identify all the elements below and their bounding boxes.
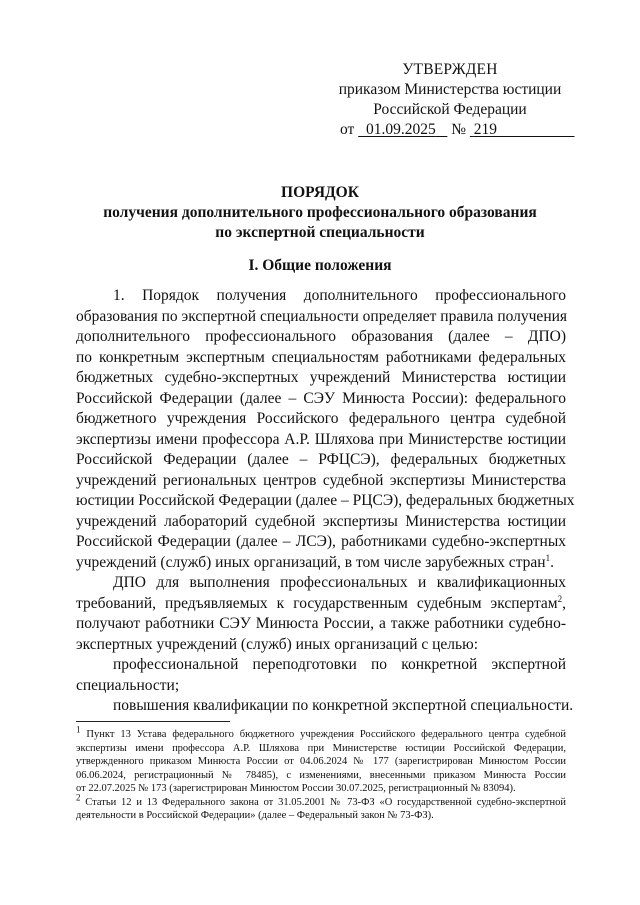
- date-prefix: от: [340, 121, 355, 138]
- approval-heading: УТВЕРЖДЕН: [402, 61, 498, 78]
- p1-line: образования по экспертной специальности определяет правила получения: [76, 307, 568, 325]
- footnote-1-line: 06.06.2024, регистрационный № 78485), с изменениями, внесенными приказом Минюста России: [76, 769, 566, 781]
- title-sub1: получения дополнительного профессионального образования: [103, 204, 537, 221]
- p1-line: дополнительного профессионального образования (далее – ДПО): [76, 328, 566, 345]
- date-value: 01.09.2025: [365, 121, 436, 138]
- p1-line: учреждений лабораторий судебной экспертизы Министерства юстиции: [76, 512, 566, 530]
- footnote-1-line: экспертизы имени профессора А.Р. Шляхова при Министерстве юстиции Российской Федерации,: [76, 742, 566, 754]
- p1-line: Российской Федерации (далее – СЭУ Минюста России): федерального: [76, 389, 566, 407]
- p1-last-line: учреждений (служб) иных организаций, в том числе зарубежных стран$^1$.: [76, 552, 554, 571]
- p1-line: по конкретным экспертным специальностям работниками федеральных: [76, 348, 566, 366]
- footnote-2-line: деятельности в Российской Федерации» (далее – Федеральный закон № 73-ФЗ).: [76, 810, 434, 821]
- p2-line: получают работники СЭУ Минюста России, а также работники судебно-: [76, 615, 566, 632]
- p1-line: бюджетного учреждения Российского федерального центра судебной: [76, 410, 566, 427]
- title-sub2: по экспертной специальности: [215, 224, 425, 241]
- p1-line: учреждений региональных центров судебной экспертизы Министерства: [76, 471, 566, 489]
- title-main: ПОРЯДОК: [281, 184, 359, 201]
- p1-line: Российской Федерации (далее – РФЦСЭ), федеральных бюджетных: [76, 451, 566, 468]
- footnotes: [76, 724, 566, 823]
- document-title: [0, 183, 640, 243]
- number-value: 219: [473, 121, 497, 138]
- list-item-1: профессиональной переподготовки по конкретной экспертной: [113, 656, 566, 673]
- p1-line: юстиции Российской Федерации (далее – РЦСЭ), федеральных бюджетных: [76, 492, 575, 509]
- footnote-separator: [76, 721, 230, 722]
- p2-line: экспертных учреждений (служб) иных организаций с целью:: [76, 635, 479, 653]
- footnote-2: $^2$ Статьи 12 и 13 Федерального закона от 31.05.2001 № 73-ФЗ «О государственной судебно-экспертной: [76, 792, 566, 808]
- list-item-2: повышения квалификации по конкретной экспертной специальности.: [113, 697, 574, 714]
- section-heading: I. Общие положения: [248, 257, 392, 274]
- p2-line: ДПО для выполнения профессиональных и квалификационных: [113, 574, 566, 591]
- footnote-ref-2[interactable]: 2: [557, 593, 563, 604]
- body-text: [76, 286, 575, 717]
- approval-order-line: приказом Министерства юстиции: [338, 81, 562, 98]
- approval-country-line: Российской Федерации: [373, 101, 527, 118]
- p1-line: бюджетных судебно-экспертных учреждений Министерства юстиции: [76, 369, 566, 386]
- footnote-1: $^1$ Пункт 13 Устава федерального бюджетного учреждения Российского федерального центра судебной: [76, 724, 566, 740]
- footnote-1-line: от 22.07.2025 № 173 (зарегистрирован Минюстом России 30.07.2025, регистрационный № 83094).: [76, 783, 516, 794]
- list-item-1-cont: специальности;: [76, 676, 180, 694]
- approval-stamp: [330, 60, 570, 140]
- footnote-ref-1[interactable]: 1: [545, 552, 551, 563]
- footnote-1-line: утвержденного приказом Минюста России от 04.06.2024 № 177 (зарегистрирован Минюстом России: [76, 756, 566, 767]
- p1-line: экспертизы имени профессора А.Р. Шляхова при Министерстве юстиции: [76, 430, 566, 448]
- number-prefix: №: [451, 121, 466, 138]
- p2-line: требований, предъявляемых к государственным судебным экспертам$^2$,: [76, 593, 566, 612]
- approval-date-number: [330, 120, 570, 140]
- p1-line: 1. Порядок получения дополнительного профессионального: [113, 287, 566, 304]
- p1-line: Российской Федерации (далее – ЛСЭ), работниками судебно-экспертных: [76, 533, 566, 550]
